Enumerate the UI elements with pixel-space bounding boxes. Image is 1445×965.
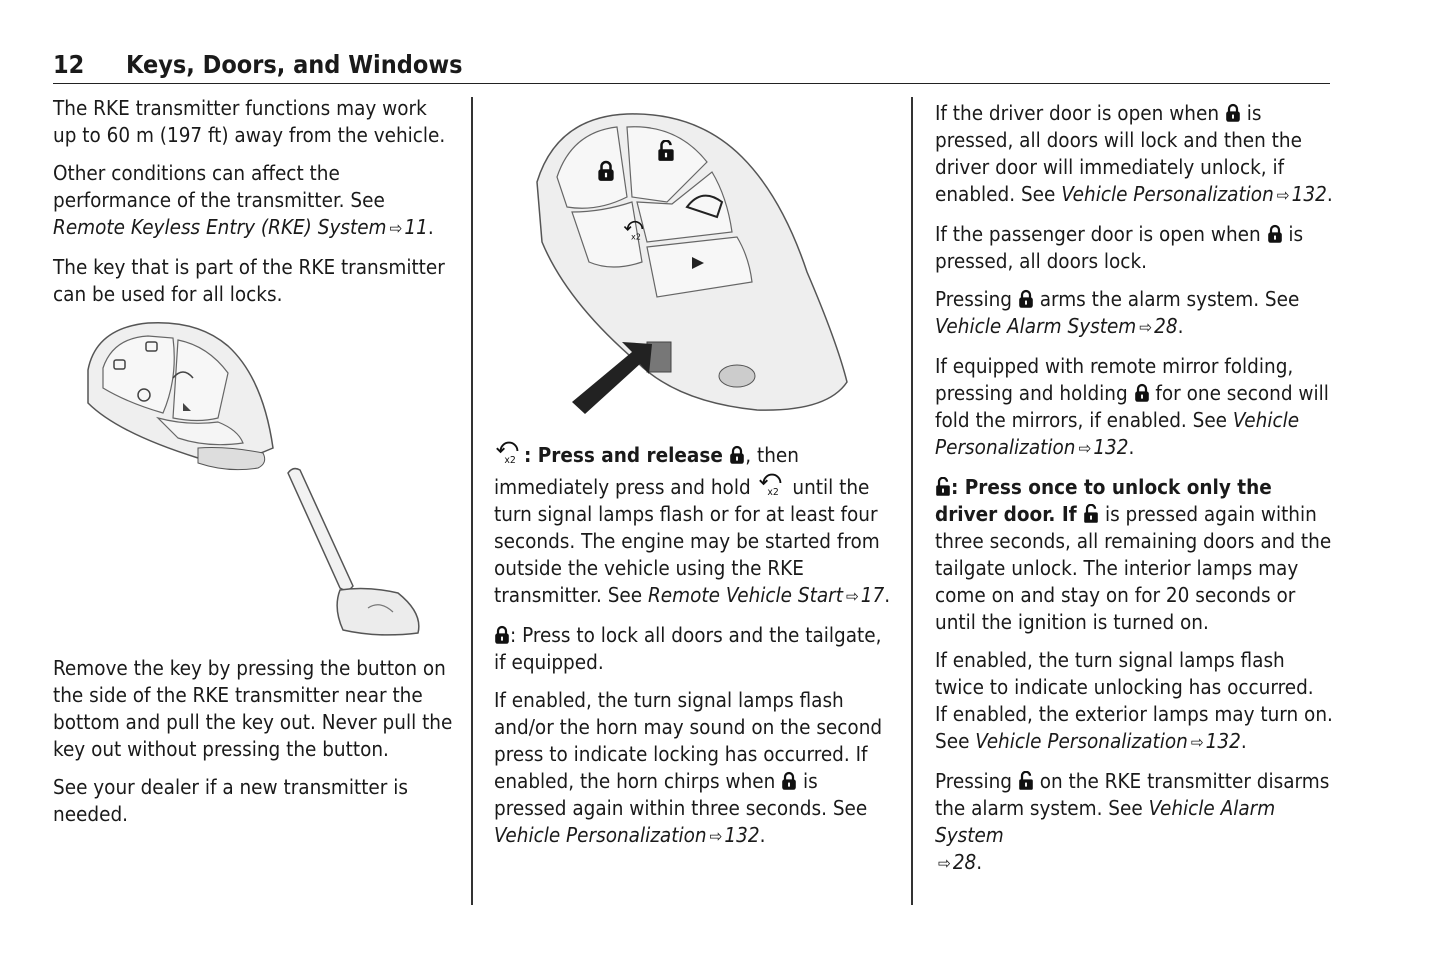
unlock-icon	[1018, 771, 1034, 791]
page-ref-arrow-icon: ⇨	[1078, 439, 1092, 459]
page-ref-arrow-icon: ⇨	[845, 587, 859, 607]
column-2	[494, 437, 892, 862]
unlock-paragraph: : Press once to unlock only the driver door. If is pressed again within three seconds, all remaining doors and the tailgate unlock. The interior lamps may come on and stay on for 20 seconds or until the ignition is turned on.	[935, 475, 1332, 634]
cross-reference-link[interactable]: Remote Keyless Entry (RKE) System	[53, 215, 387, 239]
lock-icon	[781, 771, 797, 791]
column-3	[935, 100, 1335, 889]
remote-start-icon	[494, 437, 524, 465]
lock-icon	[1267, 224, 1283, 244]
unlock-icon	[935, 477, 951, 497]
cross-reference-link[interactable]: Vehicle Personalization	[975, 729, 1188, 753]
cross-reference-link[interactable]: Vehicle Personalization	[1061, 182, 1274, 206]
unlock-icon	[1083, 504, 1099, 524]
cross-reference-link[interactable]: Vehicle Alarm System	[935, 314, 1137, 338]
cross-reference-link[interactable]: Remote Vehicle Start	[647, 583, 843, 607]
cross-reference-link[interactable]: Vehicle Personalization	[494, 823, 707, 847]
page-ref-arrow-icon: ⇨	[938, 854, 951, 874]
page-ref-arrow-icon: ⇨	[1276, 186, 1290, 206]
column-1-lower	[53, 655, 453, 839]
page-ref-arrow-icon: ⇨	[709, 827, 723, 847]
column-1	[53, 95, 453, 319]
lock-icon	[1225, 103, 1241, 123]
key-fob-with-removed-key-illustration	[78, 318, 433, 640]
page-ref-arrow-icon: ⇨	[389, 219, 403, 239]
lock-icon	[729, 445, 745, 465]
paragraph: The key that is part of the RKE transmitter can be used for all locks.	[53, 255, 445, 306]
cross-reference-link[interactable]: Vehicle Personalization	[935, 408, 1300, 459]
page-reference[interactable]: 132	[1291, 182, 1327, 206]
page-reference[interactable]: 28	[952, 850, 977, 874]
paragraph: Pressing on the RKE transmitter disarms the alarm system. See Vehicle Alarm System ⇨28.	[935, 769, 1330, 874]
paragraph: If equipped with remote mirror folding, pressing and holding for one second will fold the mirrors, if enabled. See Vehicle Personalization ⇨132.	[935, 354, 1329, 459]
page-reference[interactable]: 11	[404, 215, 428, 239]
paragraph: The RKE transmitter functions may work up to 60 m (197 ft) away from the vehicle.	[53, 96, 446, 147]
section-title: Keys, Doors, and Windows	[126, 50, 463, 79]
lock-icon	[1134, 383, 1150, 403]
paragraph: If the driver door is open when is pressed, all doors will lock and then the driver door will immediately unlock, if enabled. See Vehicle Personalization ⇨132.	[935, 101, 1333, 206]
page-ref-arrow-icon: ⇨	[1190, 733, 1204, 753]
paragraph: If the passenger door is open when is pressed, all doors lock.	[935, 222, 1304, 273]
paragraph: If enabled, the turn signal lamps flash and/or the horn may sound on the second press to indicate locking has occurred. If enabled, the horn chirps when is pressed again within three seconds. See Vehicle Personalization ⇨132.	[494, 688, 883, 847]
key-fob-release-button-illustration	[527, 102, 862, 420]
paragraph: See your dealer if a new transmitter is needed.	[53, 775, 408, 826]
lock-paragraph: : Press to lock all doors and the tailgate, if equipped.	[494, 623, 882, 674]
page-reference[interactable]: 132	[1093, 435, 1129, 459]
lock-icon	[1018, 289, 1034, 309]
paragraph: Remove the key by pressing the button on the side of the RKE transmitter near the bottom and pull the key out. Never pull the key out without pressing the button.	[53, 656, 453, 761]
remote-start-paragraph: : Press and release , then immediately press and hold until the turn signal lamps flash or for at least four seconds. The engine may be started from outside the vehicle using the RKE transmitter. See Remote Vehicle Start ⇨17.	[494, 437, 892, 611]
paragraph: If enabled, the turn signal lamps flash twice to indicate unlocking has occurred. If enabled, the exterior lamps may turn on. See Vehicle Personalization ⇨132.	[935, 648, 1333, 753]
page-header	[53, 48, 1330, 84]
column-divider	[471, 97, 473, 905]
remote-start-icon	[757, 469, 787, 497]
cross-reference-link[interactable]: Vehicle Alarm System	[935, 796, 1276, 847]
page-reference[interactable]: 17	[860, 583, 885, 607]
lock-icon	[494, 625, 510, 645]
page-reference[interactable]: 132	[724, 823, 760, 847]
paragraph: Pressing arms the alarm system. See Vehicle Alarm System ⇨28.	[935, 287, 1300, 338]
column-divider	[911, 97, 913, 905]
page-reference[interactable]: 132	[1205, 729, 1241, 753]
page-ref-arrow-icon: ⇨	[1139, 318, 1153, 338]
page-number: 12	[53, 50, 85, 79]
paragraph: Other conditions can affect the performance of the transmitter. See Remote Keyless Entry (RKE) System ⇨11.	[53, 161, 434, 239]
page-reference[interactable]: 28	[1154, 314, 1178, 338]
